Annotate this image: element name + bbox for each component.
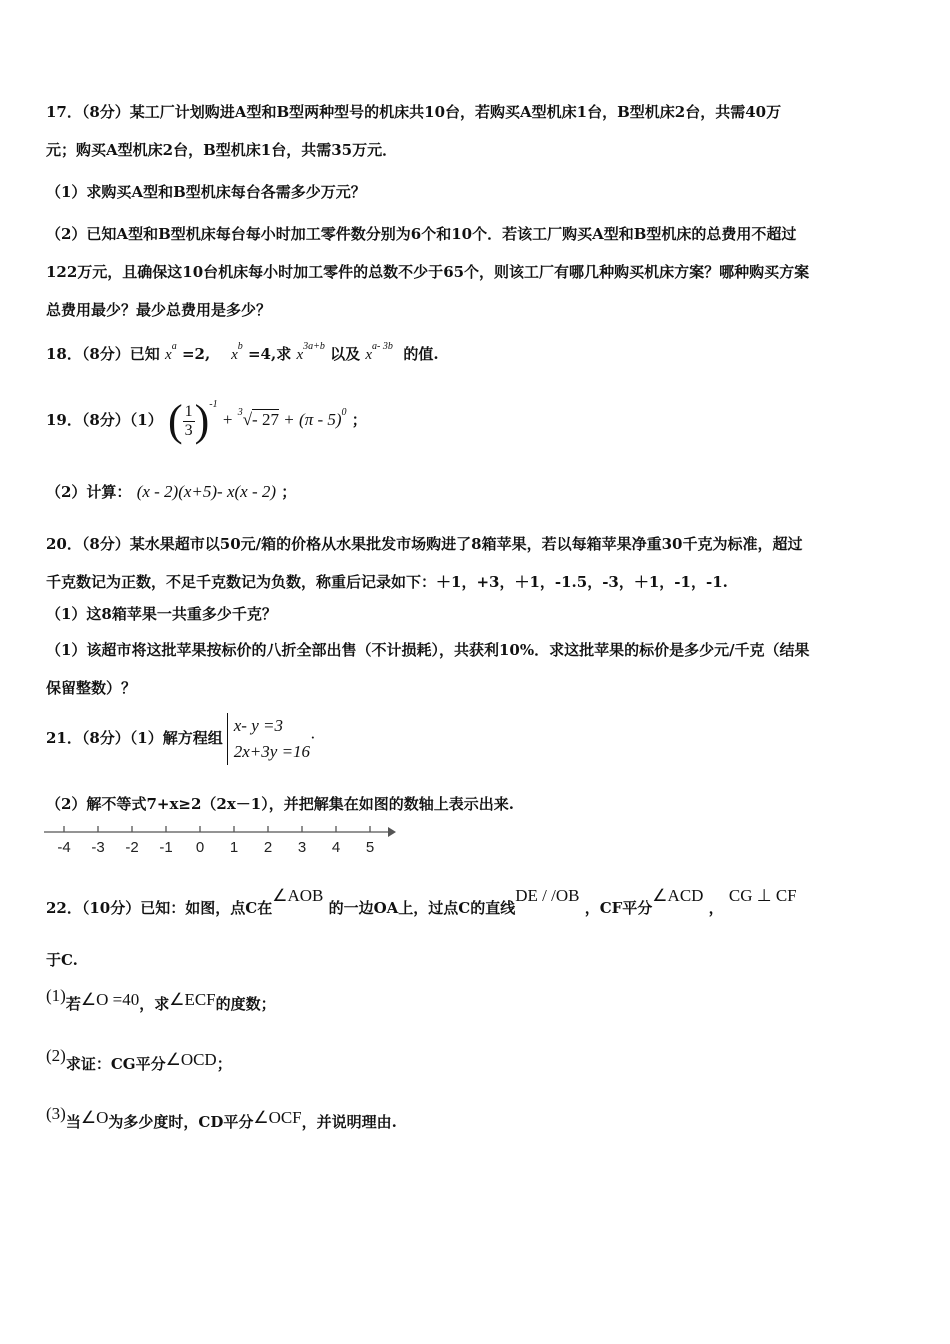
- q21-equation-system: [227, 713, 310, 765]
- q19-exp0: 0: [341, 407, 347, 418]
- q17-line2: 元；购买A型机床2台，B型机床1台，共需35万元．: [46, 141, 398, 159]
- q18-ask: 求: [276, 345, 292, 363]
- q18-x-b: $x^b$: [231, 341, 243, 363]
- q22-p3-mid: 为多少度时，CD平分: [108, 1113, 254, 1131]
- q17-part2-line2: 122万元，且确保这10台机床每小时加工零件的总数不少于65个，则该工厂有哪几种购买机床方案？哪种购买方案: [46, 263, 810, 281]
- q22-p1-angle: ∠ECF: [169, 990, 216, 1009]
- number-line: [44, 822, 404, 862]
- q22-de-parallel-ob: DE / /OB: [515, 886, 580, 905]
- q18-eq2: =2,: [181, 345, 211, 363]
- q20-part2-line1: （1）该超市将这批苹果按标价的八折全部出售（不计损耗），共获利10%．求这批苹果的标价是多少元/千克（结果: [46, 641, 810, 659]
- q22-p3-label: (3): [46, 1104, 66, 1123]
- q19-prefix: 19．（8分）（1）: [46, 411, 163, 429]
- q22-cg-perp-cf: CG ⊥ CF: [728, 886, 797, 905]
- q22-p3-when: 当: [65, 1113, 81, 1131]
- q19-pi-expr: (π - 5): [299, 410, 342, 429]
- q20-line2: 千克数记为正数，不足千克数记为负数，称重后记录如下：＋1，+3，＋1，-1.5，-3，＋1，-1，-1.: [46, 573, 728, 591]
- q22-p1-label: (1): [46, 986, 66, 1005]
- q22-line1: [46, 886, 797, 918]
- q19-plus2: +: [284, 410, 294, 429]
- q19-exp-neg1: -1: [209, 399, 218, 410]
- q18-x-a: $x^a$: [165, 341, 177, 363]
- q21-part1: [46, 710, 316, 766]
- q22-part2: [46, 1046, 232, 1074]
- q22-p3-end: ，并说明理由.: [301, 1113, 397, 1131]
- q21-dot: ·: [310, 728, 316, 747]
- q22-mid2: ，CF平分: [584, 899, 653, 917]
- number-line-svg: [44, 822, 404, 858]
- q22-p3-angle: ∠O: [80, 1108, 109, 1127]
- q22-p2-label: (2): [46, 1046, 66, 1065]
- q19-part1: [46, 398, 367, 445]
- q22-mid1: 的一边OA上，过点C的直线: [328, 899, 516, 917]
- q22-p3-angle2: ∠OCF: [253, 1108, 302, 1127]
- q22-line2: 于C.: [46, 951, 78, 969]
- q18-and: 以及: [330, 345, 361, 363]
- q19-semicolon: ；: [351, 411, 367, 429]
- number-line-tick-label: 2: [263, 839, 273, 856]
- number-line-tick-label: -1: [159, 839, 173, 856]
- q18: [46, 341, 439, 367]
- q18-eq4: =4,: [247, 345, 277, 363]
- q21-prefix: 21．（8分）（1）解方程组: [46, 729, 223, 747]
- number-line-tick-label: -3: [91, 839, 105, 856]
- number-line-tick-label: 1: [229, 839, 239, 856]
- q17-line1: 17．（8分）某工厂计划购进A型和B型两种型号的机床共10台，若购买A型机床1台，B型机床2台，共需40万: [46, 103, 782, 121]
- q20-part2-line2: 保留整数）？: [46, 679, 137, 697]
- q19-cuberoot: $^3$√- 27: [237, 407, 279, 429]
- q21-eq1: x- y =3: [233, 716, 283, 735]
- q19-lparen: (: [167, 396, 183, 445]
- q20-line1: 20．（8分）某水果超市以50元/箱的价格从水果批发市场购进了8箱苹果，若以每箱苹果净重30千克为标准，超过: [46, 535, 803, 553]
- q18-suffix: 的值.: [403, 345, 439, 363]
- q19-p2-label: （2）计算：: [46, 483, 132, 501]
- q18-x-a-3b: $x^{a- 3b}$: [365, 341, 393, 363]
- q21-eq2: 2x+3y =16: [233, 742, 311, 761]
- q22-p2-end: ；: [216, 1055, 232, 1073]
- q19-p2-end: ；: [281, 483, 297, 501]
- number-line-tick-label: 3: [297, 839, 307, 856]
- number-line-tick-label: -2: [125, 839, 139, 856]
- q19-fraction: $\frac{1}{3}$: [184, 402, 193, 439]
- q19-rparen: ): [194, 396, 210, 445]
- q18-x-3a-b: $x^{3a+b}$: [296, 341, 325, 363]
- q17-part2-line1: （2）已知A型和B型机床每台每小时加工零件数分别为6个和10个．若该工厂购买A型和B型机床的总费用不超过: [46, 225, 797, 243]
- number-line-ticks: [57, 826, 374, 856]
- q17-part1: （1）求购买A型和B型机床每台各需多少万元？: [46, 183, 366, 201]
- number-line-tick-label: 0: [195, 839, 205, 856]
- q21-part2: （2）解不等式7+x≥2（2x－1），并把解集在如图的数轴上表示出来.: [46, 795, 514, 813]
- q20-part1: （1）这8箱苹果一共重多少千克？: [46, 605, 277, 623]
- q19-plus1: +: [222, 410, 233, 429]
- number-line-tick-label: -4: [57, 839, 71, 856]
- q22-p1-expr: ∠O =40: [80, 990, 140, 1009]
- q22-p2-angle: ∠OCD: [165, 1050, 217, 1069]
- q17-part2-line3: 总费用最少？最少总费用是多少？: [46, 301, 272, 319]
- q22-p1-end: 的度数；: [215, 995, 276, 1013]
- q22-comma: ，: [708, 899, 724, 917]
- q19-p2-expr: (x - 2)(x+5)- x(x - 2): [136, 482, 277, 501]
- q18-prefix: 18．（8分）已知: [46, 345, 160, 363]
- number-line-tick-label: 4: [331, 839, 341, 856]
- q22-angle-acd: ∠ACD: [652, 886, 704, 905]
- q22-p2-text: 求证：CG平分: [65, 1055, 166, 1073]
- q19-part2: [46, 482, 296, 502]
- q22-angle-aob: ∠AOB: [272, 886, 324, 905]
- number-line-arrow-icon: [388, 827, 396, 837]
- number-line-tick-label: 5: [365, 839, 375, 856]
- q22-prefix: 22．（10分）已知：如图，点C在: [46, 899, 273, 917]
- q22-part3: [46, 1104, 397, 1132]
- q22-p1-rest: ，求: [139, 995, 170, 1013]
- q22-part1: [46, 986, 276, 1014]
- q22-p1-if: 若: [65, 995, 81, 1013]
